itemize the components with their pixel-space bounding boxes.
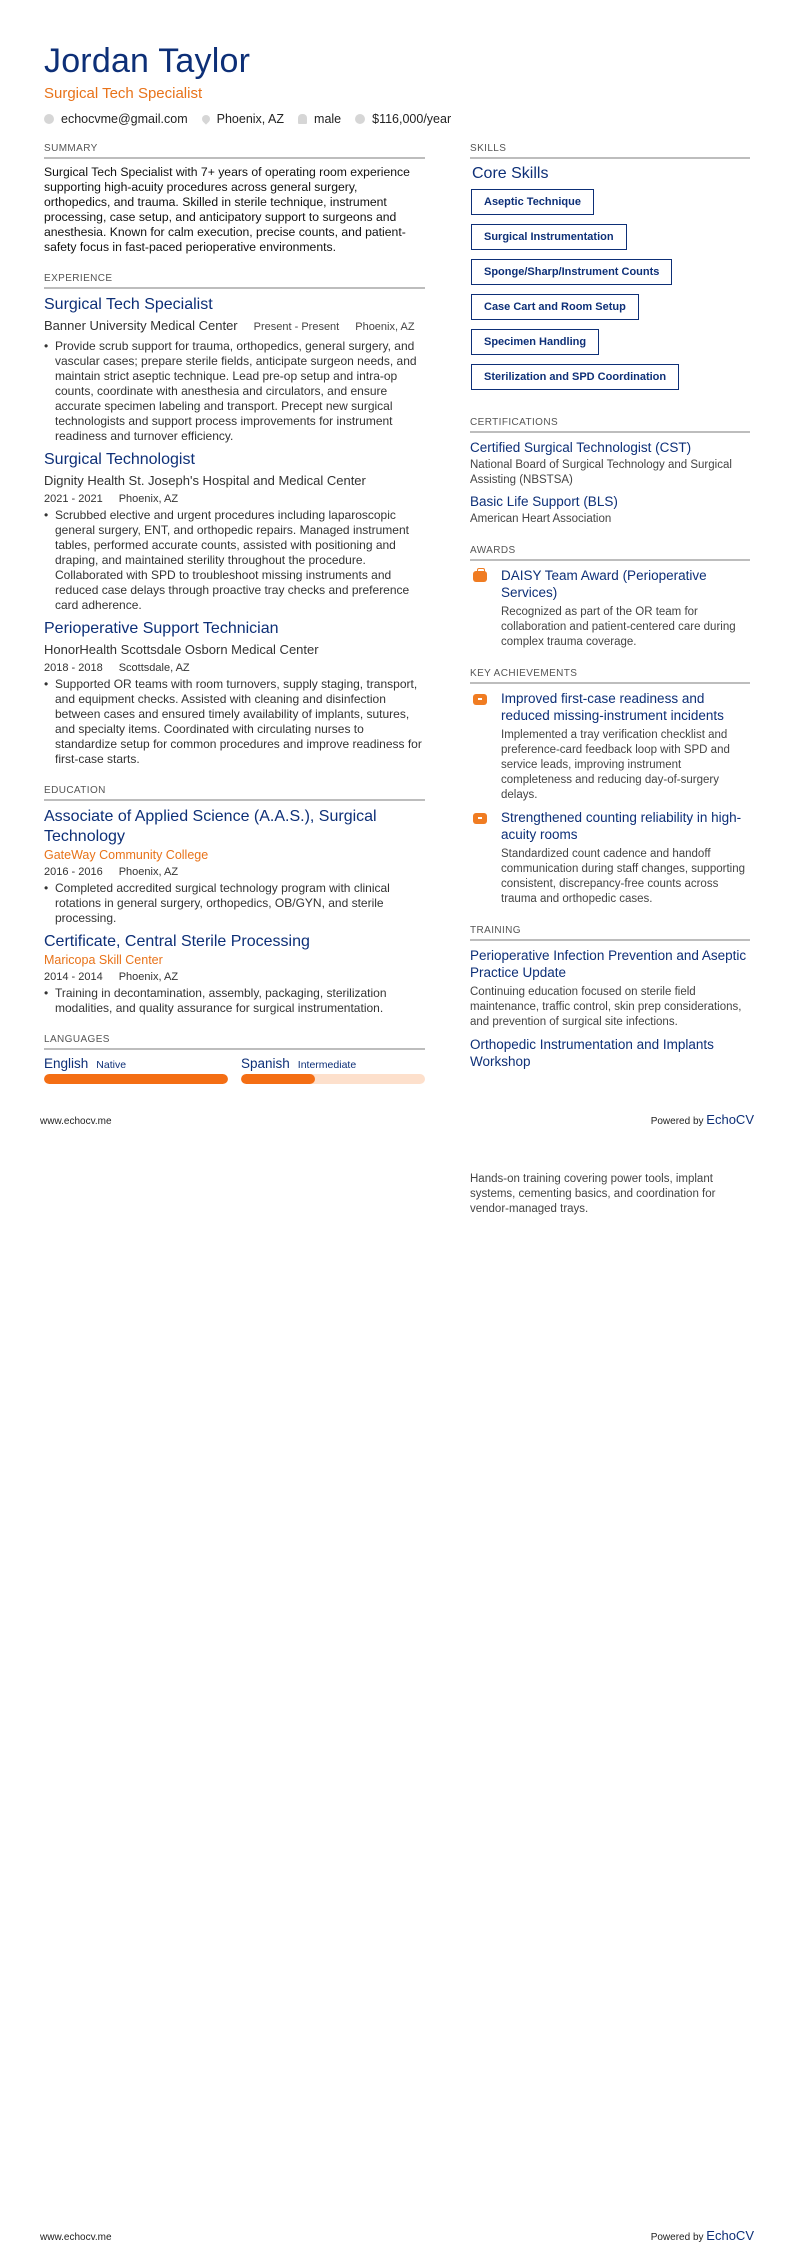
award-description: Recognized as part of the OR team for collaboration and patient-centered care during complex trauma coverage. bbox=[501, 606, 736, 648]
job-bullet-text: Scrubbed elective and urgent procedures including laparoscopic general surgery, ENT, and orthopedic repairs. Managed instrument tables, performed accurate counts, assisted with positioning and draping, and maintained sterility throughout the procedure. Collaborated with SPD to troubleshoot missing instruments and reduced case delays through proactive tray checks and preference card adherence. bbox=[55, 508, 410, 612]
language-proficiency-bar bbox=[44, 1074, 228, 1084]
skills-group-title: Core Skills bbox=[472, 165, 549, 182]
award-title: DAISY Team Award (Perioperative Services) bbox=[501, 568, 707, 600]
language-proficiency-fill bbox=[44, 1074, 228, 1084]
bullet-dot-icon: • bbox=[44, 881, 49, 895]
candidate-role: Surgical Tech Specialist bbox=[44, 85, 203, 102]
summary-text: Surgical Tech Specialist with 7+ years of operating room experience supporting high-acuity procedures across general surgery, orthopedics, and trauma. Skilled in sterile technique, instrument processing, case setup, and anticipatory support to surgeons and anesthesia. Known for calm execution, precise counts, and patient-safety focus in fast-paced perioperative environments. bbox=[44, 165, 410, 254]
job-dates: Present - Present bbox=[253, 321, 340, 333]
contact-row bbox=[44, 112, 744, 126]
education-bullet bbox=[44, 986, 425, 1016]
language-proficiency-bar bbox=[241, 1074, 425, 1084]
job-dates-line bbox=[44, 493, 425, 505]
job-title: Perioperative Support Technician bbox=[44, 620, 279, 637]
skill-tag: Specimen Handling bbox=[471, 329, 599, 355]
footer-powered-by bbox=[651, 1112, 754, 1127]
job-dates-line bbox=[44, 662, 425, 674]
section-title-certifications: CERTIFICATIONS bbox=[470, 417, 750, 433]
school-name: GateWay Community College bbox=[44, 848, 209, 862]
education-location: Phoenix, AZ bbox=[118, 866, 179, 878]
skill-tag: Sterilization and SPD Coordination bbox=[471, 364, 679, 390]
certification-issuer: American Heart Association bbox=[470, 513, 612, 525]
education-dates: 2016 - 2016 bbox=[44, 866, 103, 878]
powered-by-label: Powered by bbox=[650, 1116, 704, 1127]
job-entry bbox=[44, 450, 425, 613]
training-section bbox=[470, 925, 750, 1070]
section-title-training: TRAINING bbox=[470, 925, 750, 941]
skills-section bbox=[470, 143, 750, 399]
section-title-education: EDUCATION bbox=[44, 785, 425, 801]
education-entry bbox=[44, 932, 425, 1016]
language-item bbox=[44, 1056, 228, 1084]
briefcase-icon bbox=[473, 571, 487, 582]
section-title-skills: SKILLS bbox=[470, 143, 750, 159]
bullet-dot-icon: • bbox=[44, 677, 49, 691]
contact-gender-text: male bbox=[314, 112, 342, 126]
skill-tag: Sponge/Sharp/Instrument Counts bbox=[471, 259, 672, 285]
section-title-awards: AWARDS bbox=[470, 545, 750, 561]
bullet-dot-icon: • bbox=[44, 508, 49, 522]
right-column bbox=[470, 143, 750, 1088]
brand-logo[interactable]: EchoCV bbox=[706, 1112, 754, 1127]
contact-location-text: Phoenix, AZ bbox=[216, 112, 285, 126]
certifications-section bbox=[470, 417, 750, 527]
languages-list bbox=[44, 1056, 425, 1084]
certification-name: Basic Life Support (BLS) bbox=[470, 494, 618, 509]
language-name: Spanish bbox=[241, 1056, 290, 1071]
education-dates: 2014 - 2014 bbox=[44, 971, 103, 983]
job-bullet bbox=[44, 508, 425, 613]
experience-section bbox=[44, 273, 425, 767]
achievement-title: Improved first-case readiness and reduced missing-instrument incidents bbox=[501, 691, 724, 723]
education-section bbox=[44, 785, 425, 1016]
job-company: Banner University Medical Center bbox=[44, 318, 238, 333]
at-icon bbox=[44, 114, 54, 124]
bullet-dot-icon: • bbox=[44, 339, 49, 353]
award-item bbox=[470, 567, 750, 650]
skill-tag: Aseptic Technique bbox=[471, 189, 594, 215]
footer-powered-by bbox=[651, 2228, 754, 2243]
job-entry bbox=[44, 295, 425, 444]
skill-tag: Surgical Instrumentation bbox=[471, 224, 627, 250]
brand-logo[interactable]: EchoCV bbox=[706, 2228, 754, 2243]
training-description: Hands-on training covering power tools, implant systems, cementing basics, and coordination for vendor-managed trays. bbox=[470, 1173, 716, 1215]
job-location: Scottsdale, AZ bbox=[118, 662, 190, 674]
left-column bbox=[44, 143, 425, 1102]
job-bullet-text: Provide scrub support for trauma, orthopedics, general surgery, and vascular cases; prepare sterile fields, anticipate surgeon needs, and maintain strict aseptic technique. Lead pre-op setup and intra-op counts, coordinate with anesthesia and circulators, and ensure accurate specimen labeling and transport. Precept new surgical technologists and support process improvements for instrument readiness and turnover efficiency. bbox=[55, 339, 417, 443]
achievement-item bbox=[470, 690, 750, 803]
achievement-item bbox=[470, 809, 750, 907]
job-title: Surgical Technologist bbox=[44, 451, 195, 468]
achievement-description: Standardized count cadence and handoff communication during staff changes, supporting consistent, discrepancy-free counts across trauma and orthopedic cases. bbox=[501, 848, 745, 905]
language-item bbox=[241, 1056, 425, 1084]
education-location: Phoenix, AZ bbox=[118, 971, 179, 983]
education-bullet-text: Training in decontamination, assembly, packaging, sterilization modalities, and quality assurance for surgical instrumentation. bbox=[55, 986, 387, 1015]
job-dates: 2018 - 2018 bbox=[44, 662, 103, 674]
page-footer bbox=[40, 1112, 754, 1127]
language-name: English bbox=[44, 1056, 89, 1071]
job-location: Phoenix, AZ bbox=[118, 493, 179, 505]
section-title-summary: SUMMARY bbox=[44, 143, 425, 159]
certification-name: Certified Surgical Technologist (CST) bbox=[470, 440, 692, 455]
education-bullet bbox=[44, 881, 425, 926]
contact-email[interactable] bbox=[44, 112, 188, 126]
certification-issuer: National Board of Surgical Technology and Surgical Assisting (NBSTSA) bbox=[470, 459, 732, 486]
language-level: Native bbox=[96, 1059, 127, 1071]
degree-title: Associate of Applied Science (A.A.S.), Surgical Technology bbox=[44, 808, 377, 845]
language-level: Intermediate bbox=[297, 1059, 357, 1071]
training-title: Orthopedic Instrumentation and Implants Workshop bbox=[470, 1037, 714, 1069]
location-pin-icon bbox=[200, 113, 211, 124]
job-title: Surgical Tech Specialist bbox=[44, 296, 213, 313]
contact-email-text: echocvme@gmail.com bbox=[61, 112, 188, 126]
language-proficiency-fill bbox=[241, 1074, 315, 1084]
resume-header bbox=[44, 40, 744, 126]
section-title-achievements: KEY ACHIEVEMENTS bbox=[470, 668, 750, 684]
job-company-line bbox=[44, 317, 425, 336]
summary-section bbox=[44, 143, 425, 255]
job-location: Phoenix, AZ bbox=[355, 321, 415, 333]
achievements-section bbox=[470, 668, 750, 907]
education-dates-line bbox=[44, 971, 425, 983]
archive-box-icon bbox=[473, 694, 487, 705]
footer-website-link[interactable]: www.echocv.me bbox=[40, 1116, 112, 1127]
dollar-icon bbox=[355, 114, 365, 124]
skills-list bbox=[470, 189, 750, 399]
education-bullet-text: Completed accredited surgical technology program with clinical rotations in general surgery, orthopedics, OB/GYN, and sterile processing. bbox=[55, 881, 390, 925]
candidate-name: Jordan Taylor bbox=[44, 42, 251, 80]
powered-by-label: Powered by bbox=[650, 2232, 704, 2243]
contact-gender bbox=[298, 112, 341, 126]
page-footer bbox=[40, 2228, 754, 2243]
job-bullet bbox=[44, 339, 425, 444]
footer-website-link[interactable]: www.echocv.me bbox=[40, 2232, 112, 2243]
education-entry bbox=[44, 807, 425, 926]
awards-section bbox=[470, 545, 750, 650]
job-company: Dignity Health St. Joseph's Hospital and Medical Center bbox=[44, 473, 366, 488]
job-entry bbox=[44, 619, 425, 767]
job-company: HonorHealth Scottsdale Osborn Medical Center bbox=[44, 642, 319, 657]
education-dates-line bbox=[44, 866, 425, 878]
languages-section bbox=[44, 1034, 425, 1084]
skill-tag: Case Cart and Room Setup bbox=[471, 294, 639, 320]
training-description: Continuing education focused on sterile field maintenance, traffic control, skin prep considerations, and prevention of surgical site infections. bbox=[470, 986, 742, 1028]
school-name: Maricopa Skill Center bbox=[44, 953, 163, 967]
contact-salary-text: $116,000/year bbox=[372, 112, 452, 126]
achievement-title: Strengthened counting reliability in high-acuity rooms bbox=[501, 810, 742, 842]
training-title: Perioperative Infection Prevention and Aseptic Practice Update bbox=[470, 948, 747, 980]
contact-location bbox=[202, 112, 284, 126]
job-bullet bbox=[44, 677, 425, 767]
achievement-description: Implemented a tray verification checklist and preference-card feedback loop with SPD and service leads, improving instrument completeness and reducing day-of-surgery delays. bbox=[501, 729, 730, 801]
degree-title: Certificate, Central Sterile Processing bbox=[44, 933, 310, 950]
bullet-dot-icon: • bbox=[44, 986, 49, 1000]
section-title-languages: LANGUAGES bbox=[44, 1034, 425, 1050]
job-bullet-text: Supported OR teams with room turnovers, supply staging, transport, and equipment checks. Assisted with cleaning and disinfection between cases and ensured timely availability of implants, sutures, and specialty items. Coordinated with circulating nurses to standardize setup for common procedures and improve readiness for first-case starts. bbox=[55, 677, 422, 766]
job-company-line bbox=[44, 472, 425, 489]
contact-salary bbox=[355, 112, 451, 126]
card-icon bbox=[473, 813, 487, 824]
job-dates: 2021 - 2021 bbox=[44, 493, 103, 505]
job-company-line bbox=[44, 641, 425, 658]
user-icon bbox=[298, 114, 307, 124]
section-title-experience: EXPERIENCE bbox=[44, 273, 425, 289]
